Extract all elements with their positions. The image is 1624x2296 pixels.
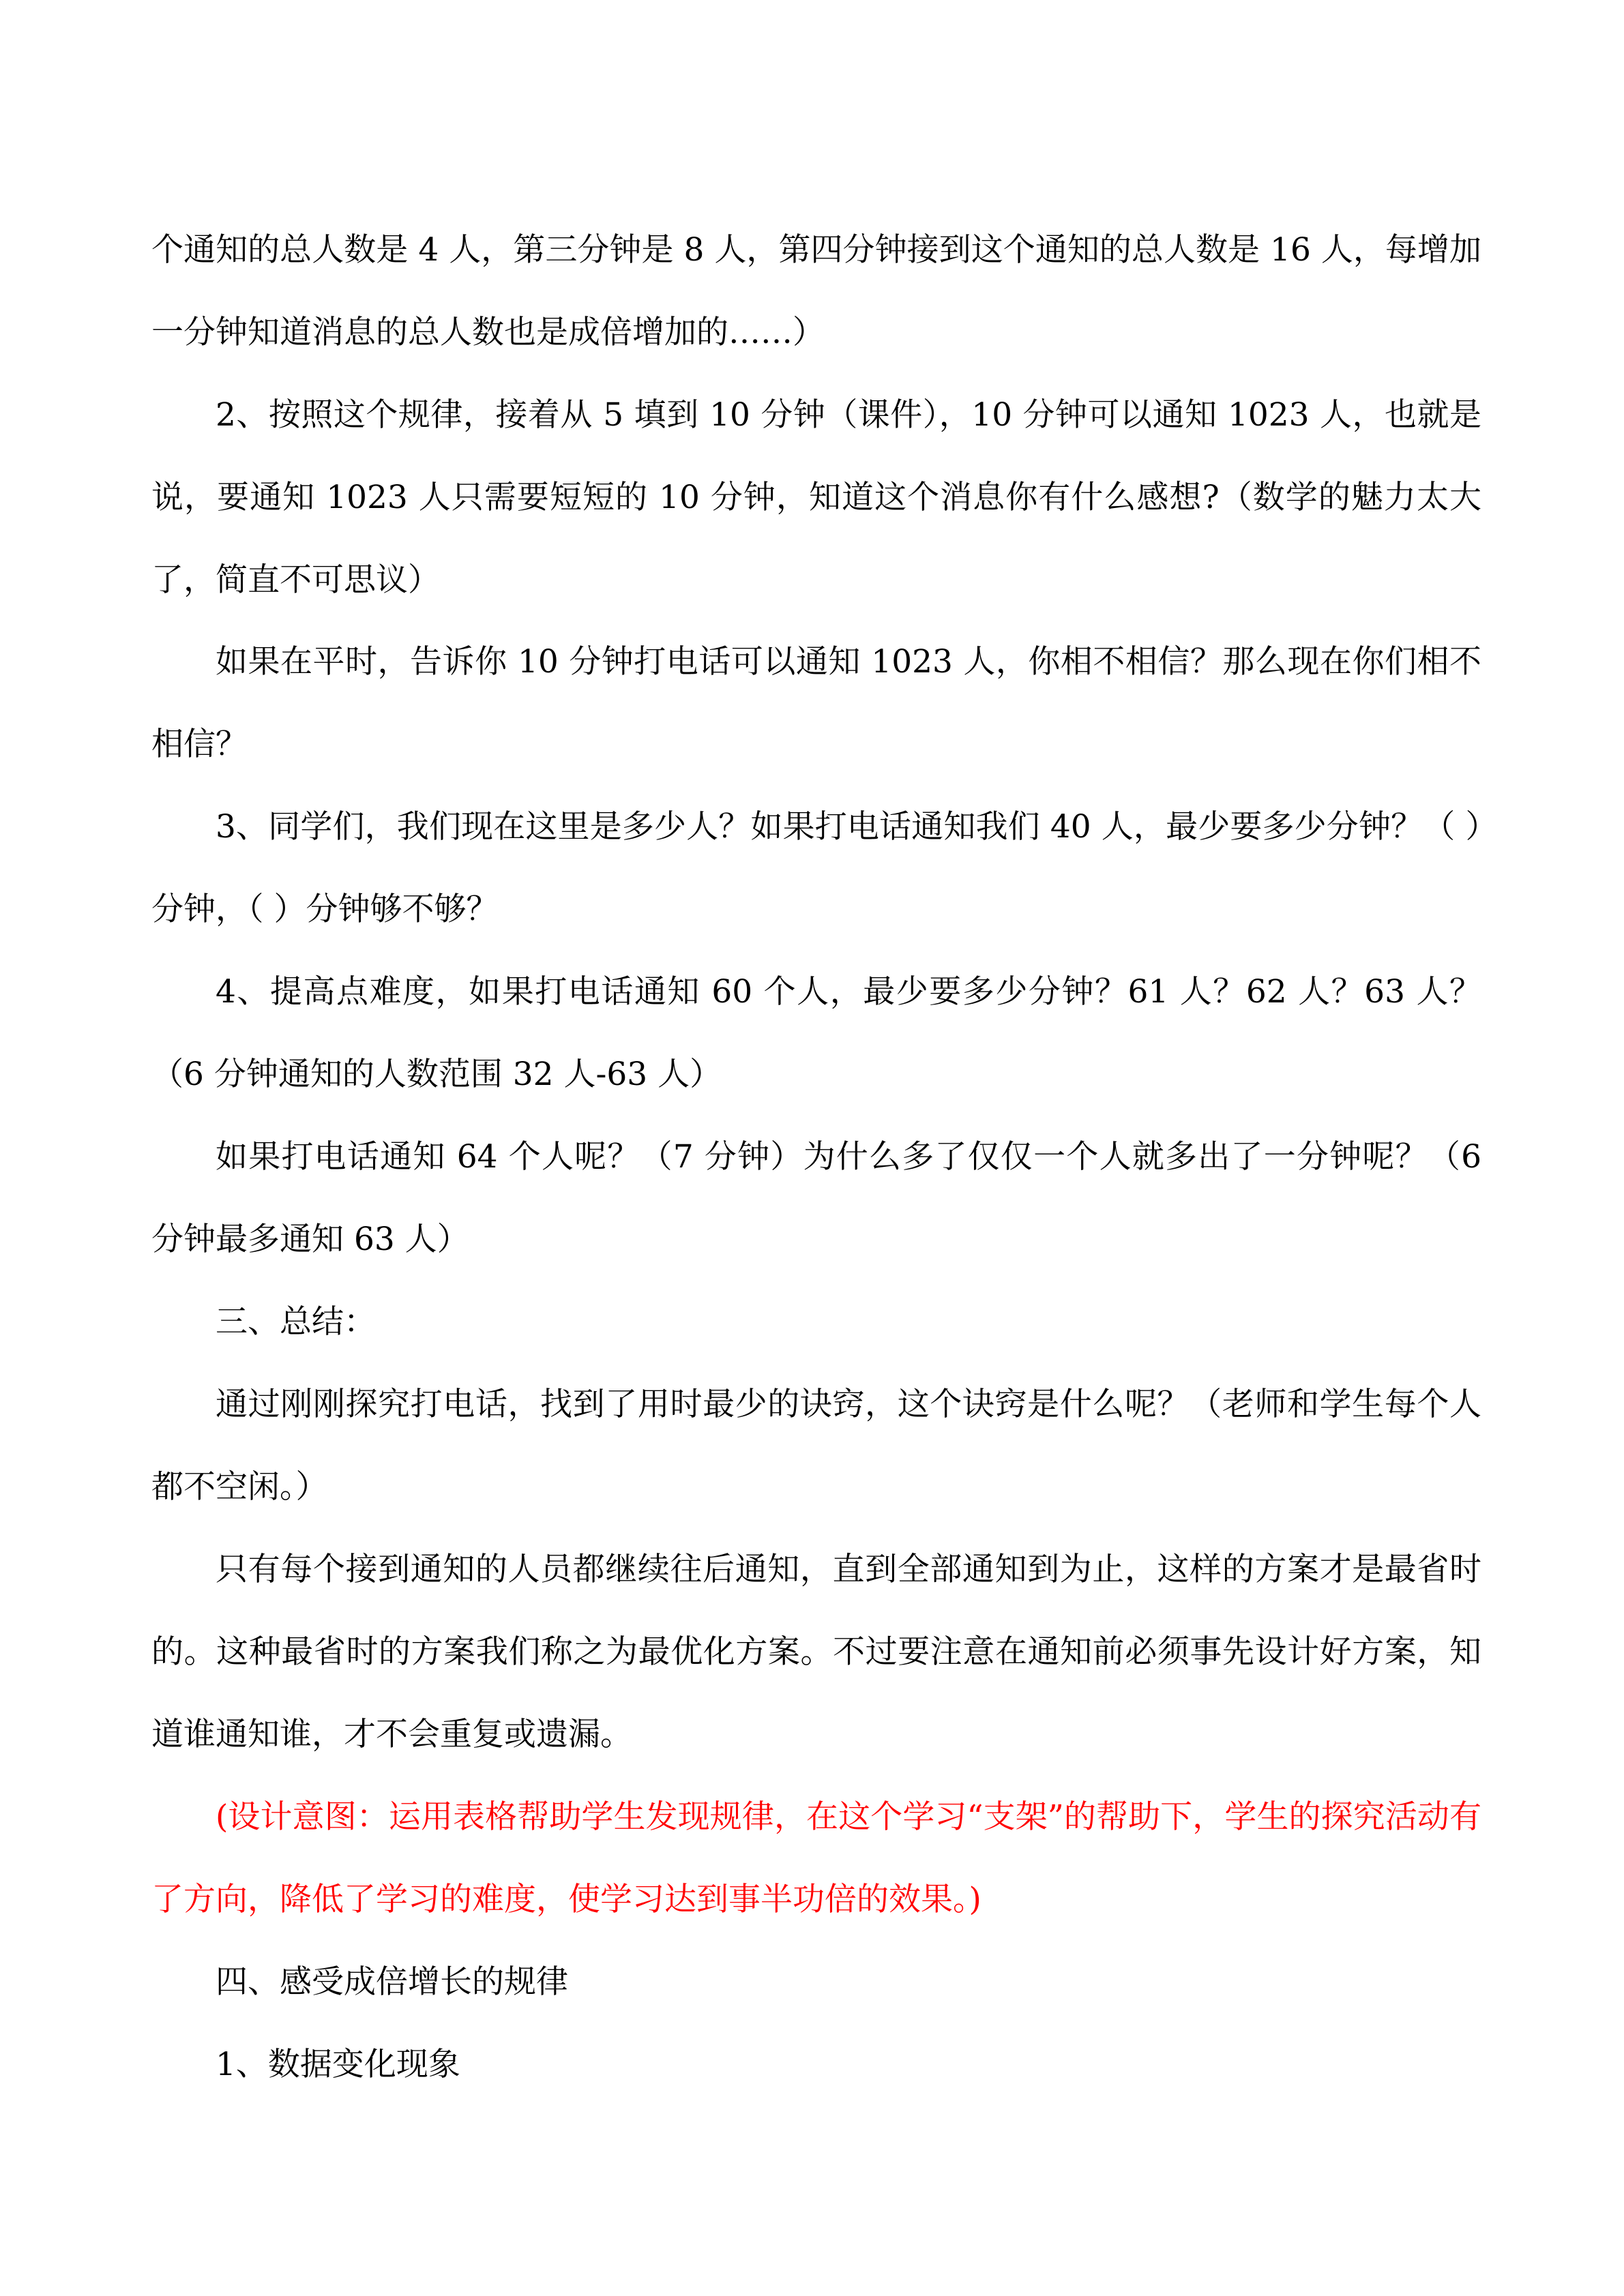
- paragraph-step-2: 2、按照这个规律，接着从 5 填到 10 分钟（课件），10 分钟可以通知 1023 人，也就是说，要通知 1023 人只需要短短的 10 分钟，知道这个消息你有什么感想?（数学的魅力太大了，简直不可思议）: [151, 396, 1481, 599]
- paragraph-step-4: 4、提高点难度，如果打电话通知 60 个人，最少要多少分钟？61 人？62 人？63 人？（6 分钟通知的人数范围 32 人-63 人）: [151, 973, 1481, 1093]
- paragraph-64-people: 如果打电话通知 64 个人呢？（7 分钟）为什么多了仅仅一个人就多出了一分钟呢？（6 分钟最多通知 63 人）: [151, 1138, 1481, 1258]
- section-heading-growth: 四、感受成倍增长的规律: [216, 1963, 568, 2001]
- subheading-data-change: 1、数据变化现象: [216, 2046, 460, 2083]
- paragraph-secret: 通过刚刚探究打电话，找到了用时最少的诀窍，这个诀窍是什么呢？（老师和学生每个人都不空闲。）: [151, 1386, 1481, 1506]
- paragraph-design-intent: (设计意图：运用表格帮助学生发现规律，在这个学习“支架”的帮助下，学生的探究活动有了方向，降低了学习的难度，使学习达到事半功倍的效果。): [151, 1798, 1481, 1918]
- paragraph-believe: 如果在平时，告诉你 10 分钟打电话可以通知 1023 人，你相不相信？那么现在你们相不相信？: [151, 643, 1481, 763]
- paragraph-optimal-plan: 只有每个接到通知的人员都继续往后通知，直到全部通知到为止，这样的方案才是最省时的。这种最省时的方案我们称之为最优化方案。不过要注意在通知前必须事先设计好方案，知道谁通知谁，才不会重复或遗漏。: [151, 1551, 1481, 1753]
- paragraph-continuation: 个通知的总人数是 4 人，第三分钟是 8 人，第四分钟接到这个通知的总人数是 16 人，每增加一分钟知道消息的总人数也是成倍增加的……）: [151, 231, 1481, 351]
- paragraph-step-3: 3、同学们，我们现在这里是多少人？如果打电话通知我们 40 人，最少要多少分钟？（ ）分钟，（ ）分钟够不够？: [151, 808, 1481, 928]
- section-heading-summary: 三、总结：: [216, 1303, 376, 1341]
